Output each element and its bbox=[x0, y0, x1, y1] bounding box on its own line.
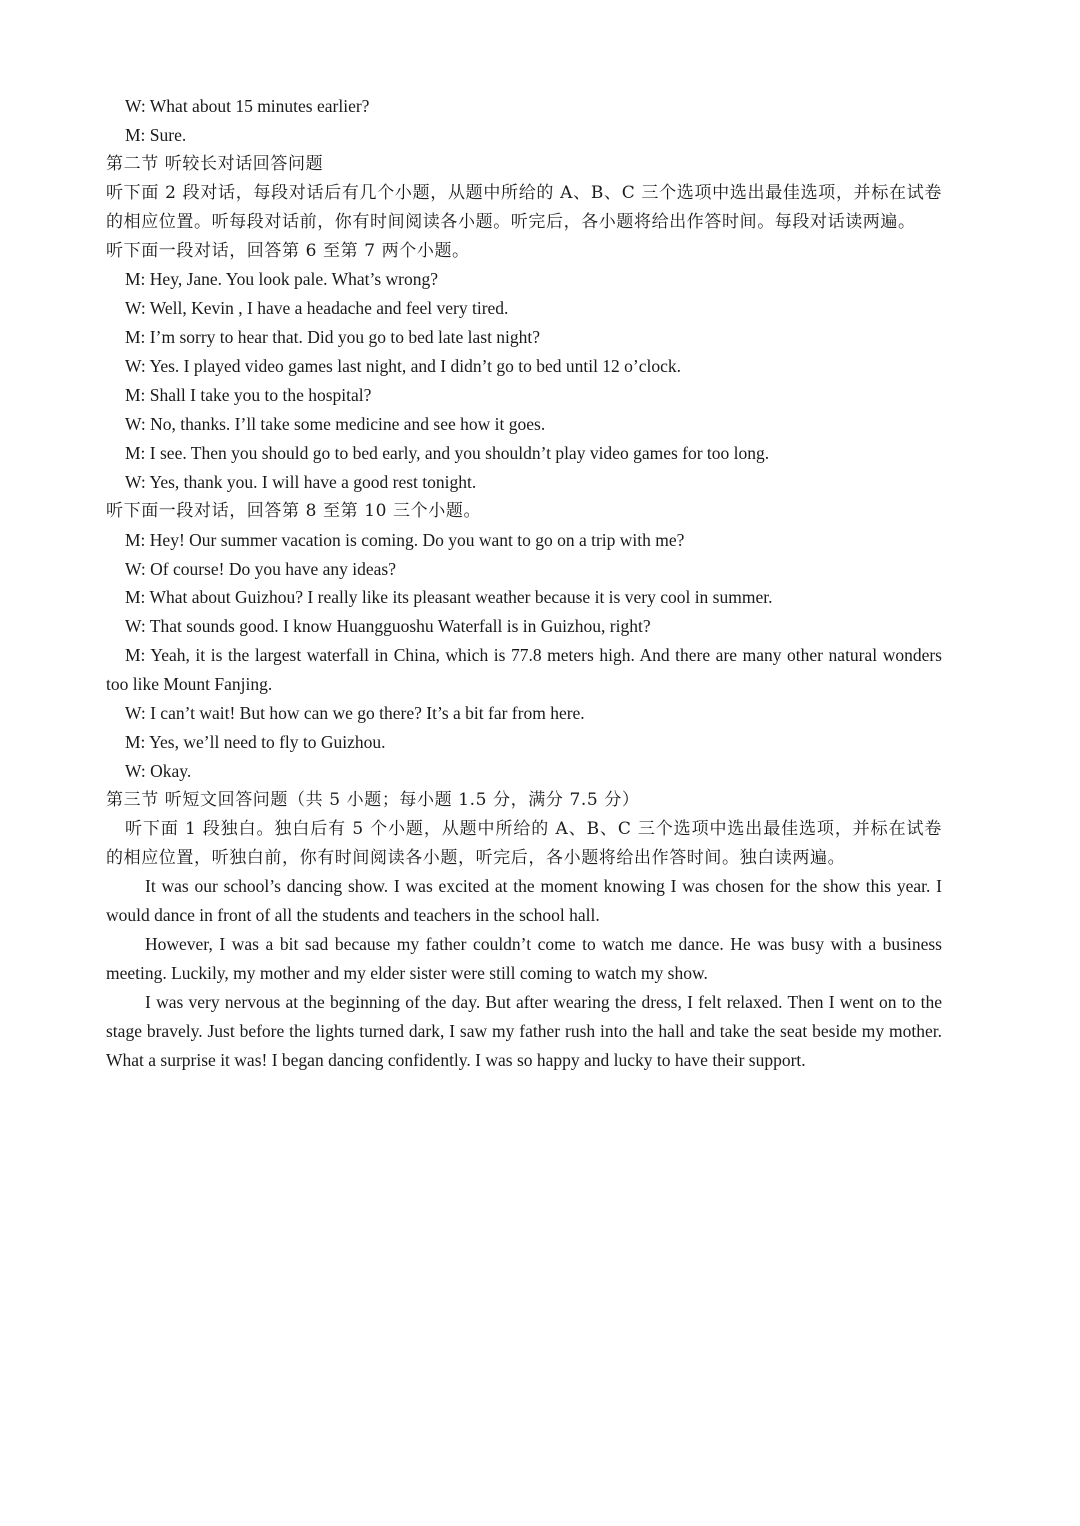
dialogue-line: W: Yes. I played video games last night, and I didn’t go to bed until 12 o’clock. bbox=[125, 356, 682, 377]
monologue-paragraph: It was our school’s dancing show. I was excited at the moment knowing I was chosen for the show this year. I would dance in front of all the students and teachers in the school hall. bbox=[106, 876, 942, 926]
dialogue-line: M: Shall I take you to the hospital? bbox=[125, 385, 372, 406]
section-2-instructions: 听下面 2 段对话，每段对话后有几个小题，从题中所给的 A、B、C 三个选项中选出最佳选项，并标在试卷的相应位置。听每段对话前，你有时间阅读各小题。听完后，各小题将给出作答时间。每段对话读两遍。 bbox=[106, 182, 942, 232]
section-3-instructions: 听下面 1 段独白。独白后有 5 个小题，从题中所给的 A、B、C 三个选项中选出最佳选项，并标在试卷的相应位置，听独白前，你有时间阅读各小题，听完后，各小题将给出作答时间。独白读两遍。 bbox=[106, 818, 942, 868]
monologue-paragraph: However, I was a bit sad because my father couldn’t come to watch me dance. He was busy with a business meeting. Luckily, my mother and my elder sister were still coming to watch my show. bbox=[106, 934, 942, 984]
dialogue-line: W: I can’t wait! But how can we go there? It’s a bit far from here. bbox=[125, 703, 585, 724]
dialogue-1-heading: 听下面一段对话，回答第 6 至第 7 两个小题。 bbox=[106, 240, 470, 261]
dialogue-line: W: Yes, thank you. I will have a good rest tonight. bbox=[125, 471, 477, 492]
monologue-paragraph: I was very nervous at the beginning of the day. But after wearing the dress, I felt relaxed. Then I went on to the stage bravely. Just before the lights turned dark, I saw my father rush into the hall and take the seat beside my mother. What a surprise it was! I began dancing confidently. I was so happy and lucky to have their support. bbox=[106, 992, 942, 1070]
dialogue-line: W: What about 15 minutes earlier? bbox=[125, 96, 370, 116]
dialogue-line: W: That sounds good. I know Huangguoshu Waterfall is in Guizhou, right? bbox=[125, 616, 651, 637]
transcript-page bbox=[106, 92, 942, 1075]
dialogue-line: M: I’m sorry to hear that. Did you go to bed late last night? bbox=[125, 327, 541, 348]
dialogue-line: W: Of course! Do you have any ideas? bbox=[125, 558, 396, 579]
dialogue-line: M: I see. Then you should go to bed early, and you shouldn’t play video games for too long. bbox=[125, 442, 770, 463]
dialogue-line: M: What about Guizhou? I really like its pleasant weather because it is very cool in summer. bbox=[125, 587, 773, 608]
dialogue-line: M: Sure. bbox=[125, 124, 187, 145]
dialogue-line: W: Well, Kevin , I have a headache and feel very tired. bbox=[125, 298, 509, 319]
dialogue-line: M: Yes, we’ll need to fly to Guizhou. bbox=[125, 731, 386, 752]
dialogue-line: M: Hey, Jane. You look pale. What’s wrong? bbox=[125, 269, 439, 290]
section-2-title: 第二节 听较长对话回答问题 bbox=[106, 153, 324, 174]
dialogue-line: W: No, thanks. I’ll take some medicine and see how it goes. bbox=[125, 413, 546, 434]
dialogue-line: W: Okay. bbox=[125, 760, 192, 781]
section-3-title: 第三节 听短文回答问题（共 5 小题；每小题 1.5 分，满分 7.5 分） bbox=[106, 789, 640, 810]
dialogue-2-heading: 听下面一段对话，回答第 8 至第 10 三个小题。 bbox=[106, 500, 482, 521]
dialogue-line: M: Hey! Our summer vacation is coming. Do you want to go on a trip with me? bbox=[125, 529, 685, 550]
dialogue-line: M: Yeah, it is the largest waterfall in China, which is 77.8 meters high. And there are many other natural wonders too like Mount Fanjing. bbox=[106, 645, 942, 695]
